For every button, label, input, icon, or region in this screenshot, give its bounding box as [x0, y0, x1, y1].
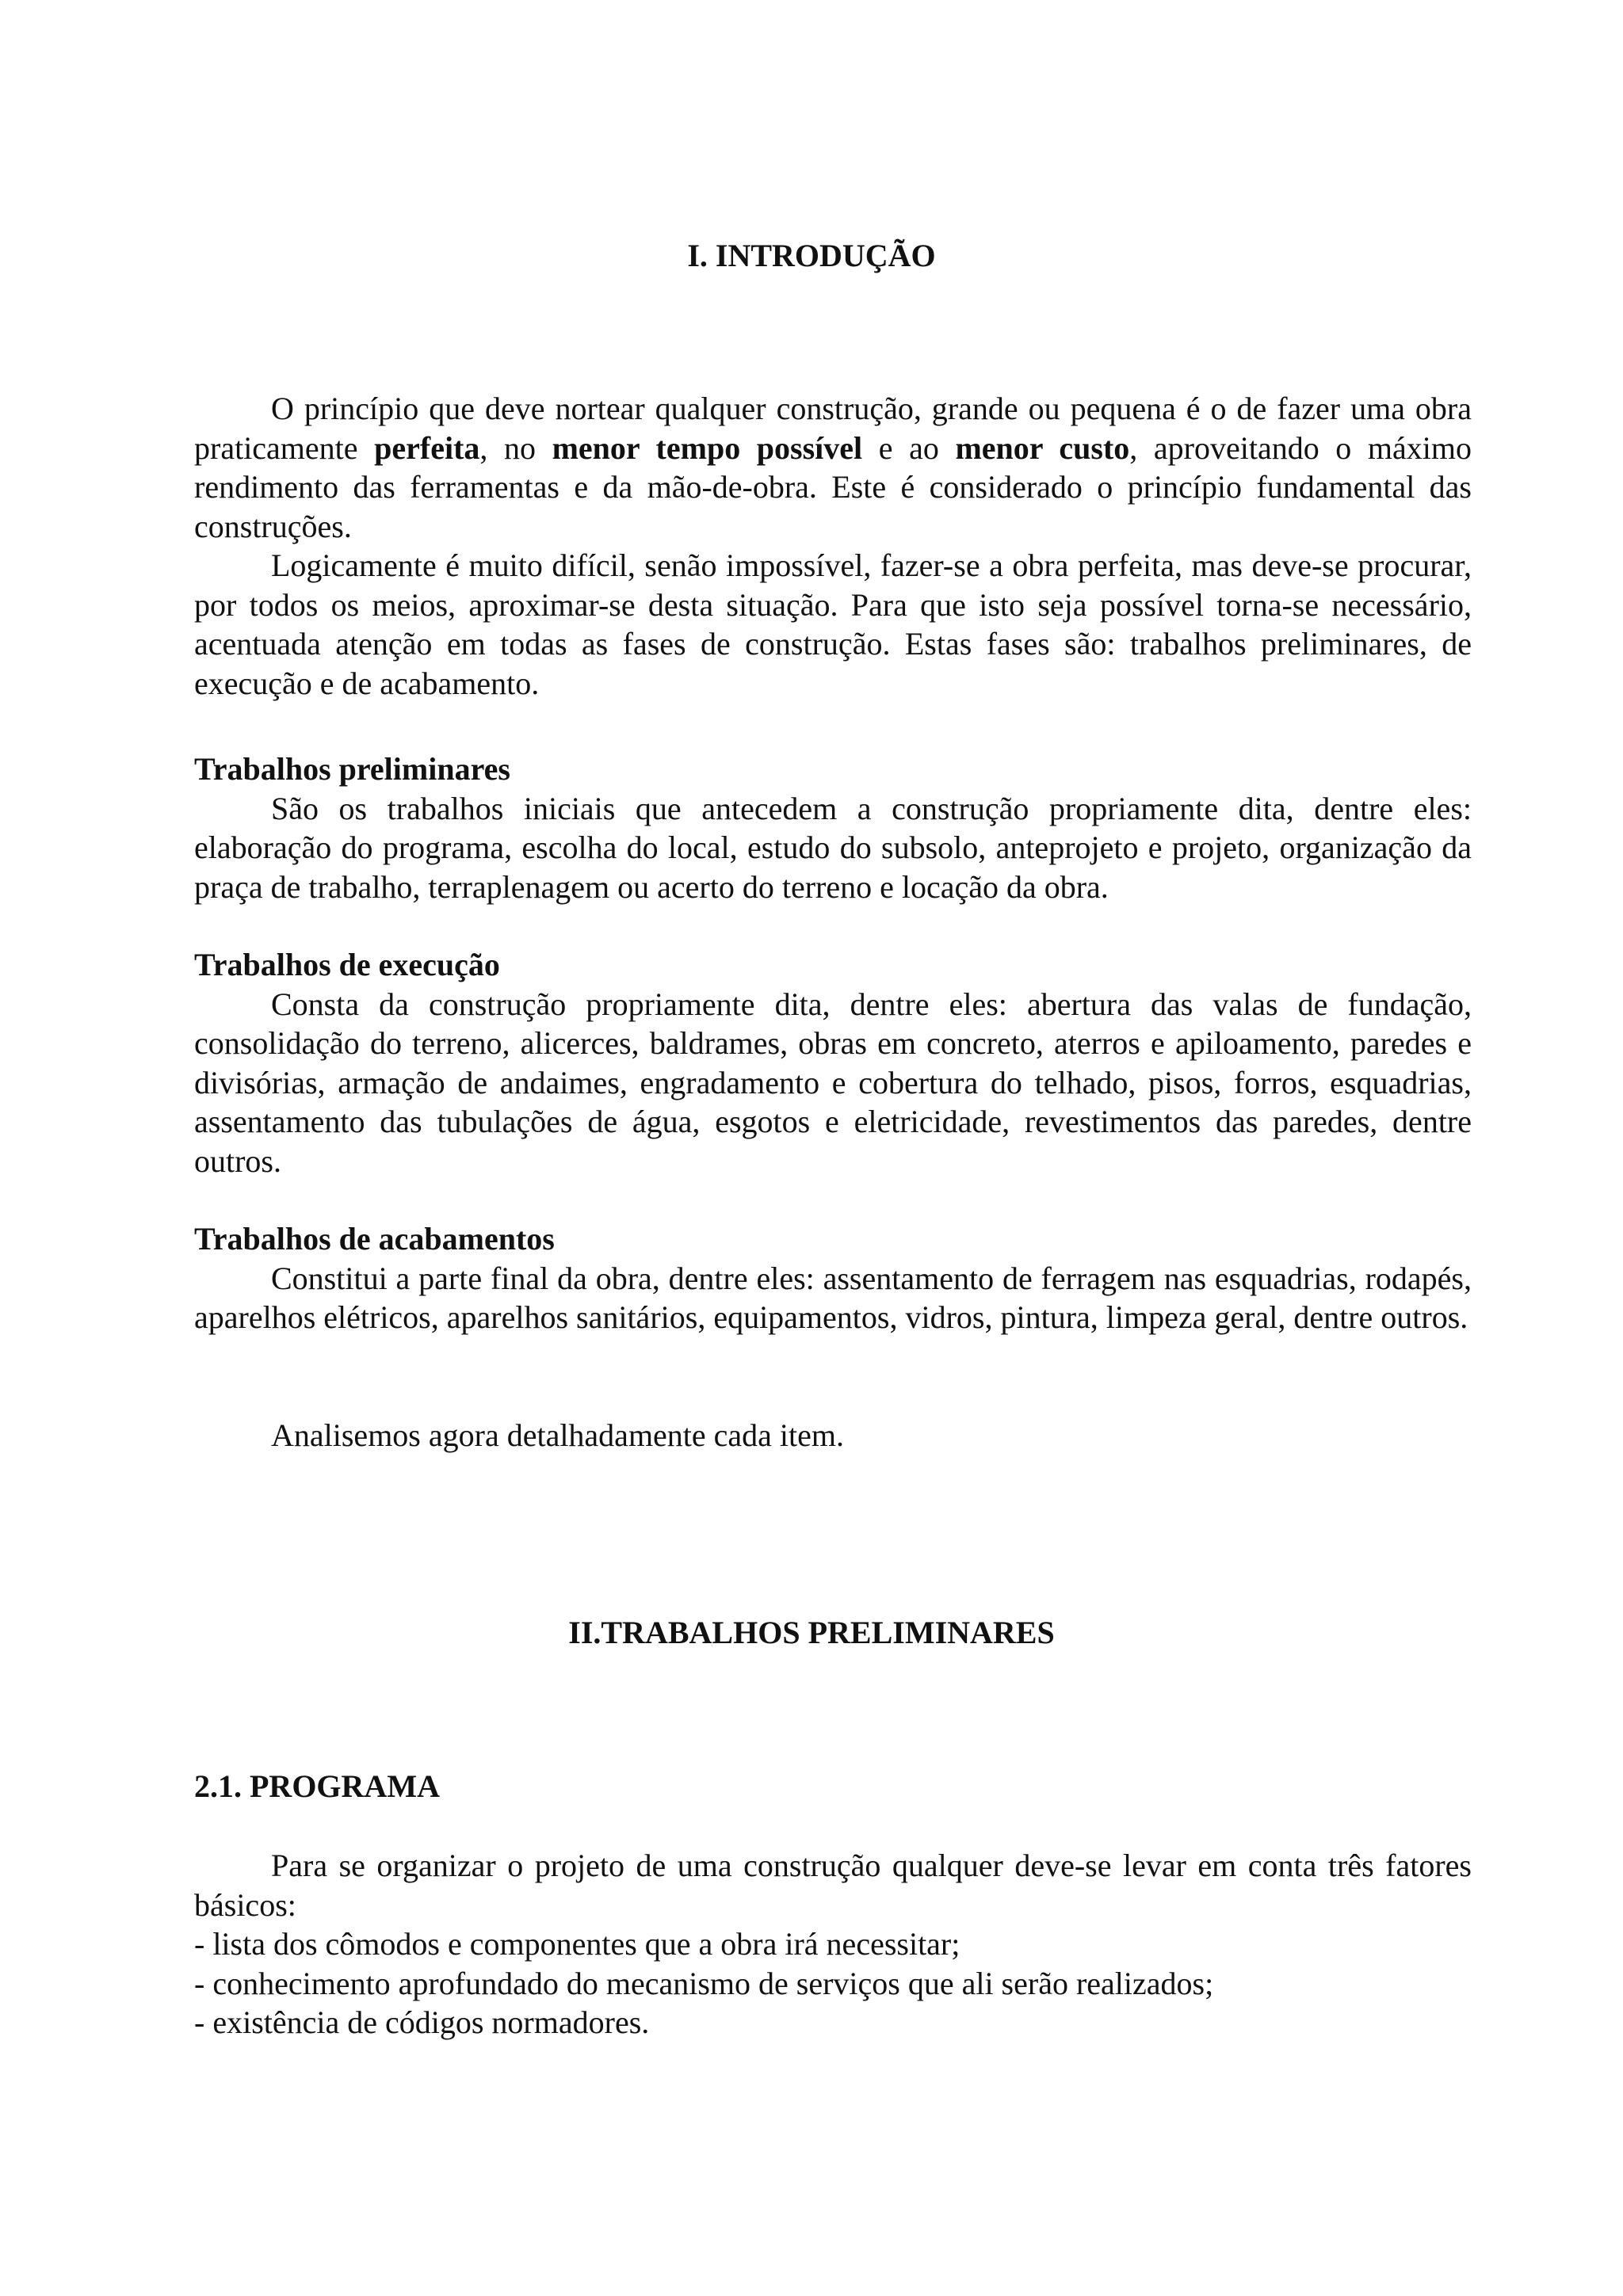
closing-paragraph: Analisemos agora detalhadamente cada item. — [271, 1417, 845, 1453]
closing-section — [194, 1416, 1472, 1455]
acabamentos-section — [194, 1219, 1472, 1337]
section-title-trabalhos-preliminares: II.TRABALHOS PRELIMINARES — [568, 1615, 1055, 1650]
intro-paragraph-2: Logicamente é muito difícil, senão impossível, fazer-se a obra perfeita, mas deve-se procurar, por todos os meios, aproximar-se desta situação. Para que isto seja possível torna-se necessário, acentuada atenção em todas as fases de construção. Estas fases são: trabalhos preliminares, de execução e de acabamento. — [194, 547, 1472, 701]
intro-text-1: O princípio que deve nortear qualquer construção, grande ou pequena é o de fazer uma obra praticamente — [194, 391, 1472, 466]
execucao-section — [194, 945, 1472, 1180]
acabamentos-paragraph: Constitui a parte final da obra, dentre eles: assentamento de ferragem nas esquadrias, rodapés, aparelhos elétricos, aparelhos sanitários, equipamentos, vidros, pintura, limpeza geral, dentre outros. — [194, 1260, 1472, 1335]
execucao-paragraph: Consta da construção propriamente dita, dentre eles: abertura das valas de fundação, consolidação do terreno, alicerces, baldrames, obras em concreto, aterros e apiloamento, paredes e divisórias, armação de andaimes, engradamento e cobertura do telhado, pisos, forros, esquadrias, assentamento das tubulações de água, esgotos e eletricidade, revestimentos das paredes, dentre outros. — [194, 986, 1472, 1179]
intro-text-2: , no — [479, 429, 552, 466]
list-item: - lista dos cômodos e componentes que a obra irá necessitar; — [194, 1926, 960, 1962]
list-item: - conhecimento aprofundado do mecanismo de serviços que ali serão realizados; — [194, 1965, 1214, 2001]
acabamentos-heading: Trabalhos de acabamentos — [194, 1221, 555, 1257]
preliminares-heading: Trabalhos preliminares — [194, 751, 510, 787]
preliminares-section — [194, 749, 1472, 906]
intro-bold-perfeita: perfeita — [374, 429, 480, 466]
intro-paragraph-1 — [194, 389, 1472, 546]
intro-text-4: , aproveitando o máximo rendimento das ferramentas e da mão-de-obra. Este é considerado o princípio fundamental das construções. — [194, 429, 1472, 544]
subsection-title-programa: 2.1. PROGRAMA — [194, 1768, 440, 1804]
intro-bold-menor-tempo: menor tempo possível — [552, 429, 863, 466]
execucao-heading: Trabalhos de execução — [194, 947, 500, 982]
programa-intro: Para se organizar o projeto de uma construção qualquer deve-se levar em conta três fatores básicos: — [194, 1848, 1472, 1923]
introduction-body — [194, 389, 1472, 703]
list-item: - existência de códigos normadores. — [194, 2004, 650, 2040]
preliminares-paragraph: São os trabalhos iniciais que antecedem a construção propriamente dita, dentre eles: elaboração do programa, escolha do local, estudo do subsolo, anteprojeto e projeto, organização da praça de trabalho, terraplenagem ou acerto do terreno e locação da obra. — [194, 790, 1472, 905]
intro-text-3: e ao — [862, 429, 956, 466]
intro-bold-menor-custo: menor custo — [955, 429, 1130, 466]
programa-body — [194, 1846, 1472, 2042]
section-title-introducao: I. INTRODUÇÃO — [687, 238, 936, 273]
